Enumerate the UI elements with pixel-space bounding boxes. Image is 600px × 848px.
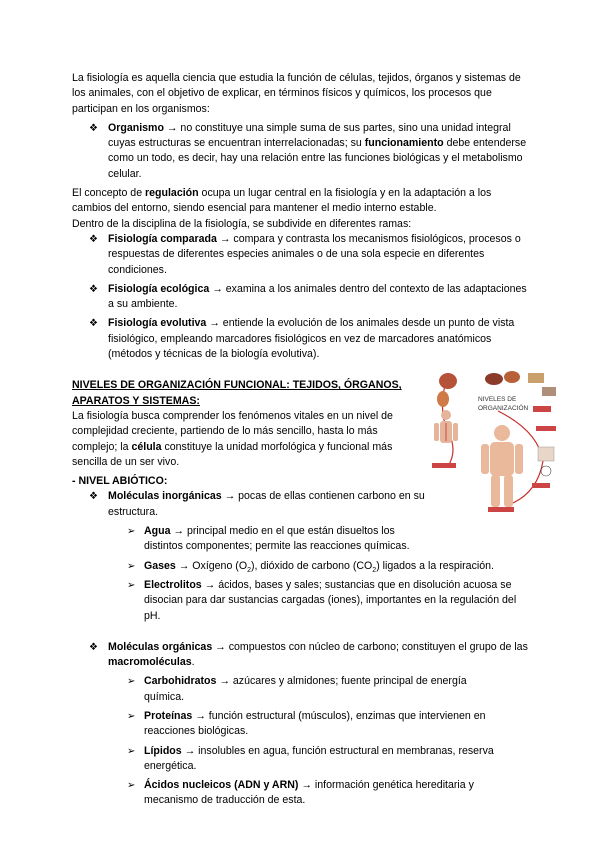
- label-tag: [532, 483, 550, 488]
- section-title: NIVELES DE ORGANIZACIÓN FUNCIONAL: TEJIDOS, ÓRGANOS, APARATOS Y SISTEMAS:: [72, 379, 402, 407]
- lipidos-item: ➢ Lípidos → insolubles en agua, función estructural en membranas, reserva energética.: [127, 744, 494, 772]
- carbohidratos-item: ➢ Carbohidratos → azúcares y almidones; fuente principal de energía química.: [127, 675, 467, 703]
- proteinas-item: ➢ Proteínas → función estructural (músculos), enzimas que intervienen en reacciones biológicas.: [127, 709, 486, 738]
- organismo-bullet: ❖ Organismo → no constituye una simple suma de sus partes, sino una unidad integral cuyas estructuras se encuentran interrelacionadas; su funcionamiento debe entenderse como un todo, es decir, hay una relación entre las funciones biológicas y el metabolismo celular.: [89, 121, 527, 180]
- niveles-organizacion-figure: [428, 371, 560, 513]
- diamond-bullet-icon: ❖: [89, 491, 98, 503]
- label-tag: [533, 406, 551, 412]
- figure-title-line1: NIVELES DE: [478, 396, 517, 403]
- inorganicas-bullet: ❖ Moléculas inorgánicas → pocas de ellas contienen carbono en su estructura.: [89, 490, 425, 518]
- agua-item: ➢ Agua → principal medio en el que están disueltos los distintos componentes; permite las reacciones químicas.: [127, 525, 410, 553]
- organ-heart-image: [504, 371, 520, 383]
- arrow-bullet-icon: ➢: [127, 710, 136, 722]
- arrow-bullet-icon: ➢: [127, 560, 136, 572]
- section-body: La fisiología busca comprender los fenómenos vitales en un nivel de complejidad creciente, partiendo de lo más sencillo, hasta lo más complejo; la célula constituye la unidad morfológica y funcional más sencilla de un ser vivo.: [72, 409, 393, 468]
- human-body-figure: [481, 425, 523, 507]
- arrow-bullet-icon: ➢: [127, 526, 136, 538]
- intro-paragraph: La fisiología es aquella ciencia que estudia la función de células, tejidos, órganos y sistemas de los animales, con el objetivo de explicar, en términos físicos y químicos, los procesos que participan en los organismos:: [72, 72, 521, 115]
- organ-image: [437, 391, 449, 407]
- label-tag: [432, 463, 456, 468]
- diamond-bullet-icon: ❖: [89, 318, 98, 330]
- arrow-bullet-icon: ➢: [127, 676, 136, 688]
- diamond-bullet-icon: ❖: [89, 122, 98, 134]
- electrolitos-item: ➢ Electrolitos → ácidos, bases y sales; sustancias que en disolución acuosa se disocian para dar sustancias cargadas (iones), importantes en la regulación del pH.: [127, 578, 517, 622]
- organ-kidney-image: [439, 373, 457, 389]
- gases-item: ➢ Gases → Oxígeno $(O_2)$, dióxido de carbono $(CO_2)$ ligados a la respiración.: [127, 559, 494, 574]
- arrow-bullet-icon: ➢: [127, 579, 136, 591]
- figure-title-line2: ORGANIZACIÓN: [478, 405, 529, 412]
- ramas-intro: Dentro de la disciplina de la fisiología, se subdivide en diferentes ramas:: [72, 217, 412, 230]
- rama-comparada: ❖ Fisiología comparada → compara y contrasta los mecanismos fisiológicos, procesos o respuestas de diferentes especies animales o de una sola especie en diferentes condiciones.: [89, 232, 521, 276]
- regulacion-paragraph: El concepto de regulación ocupa un lugar central en la fisiología y en la adaptación a los cambios del entorno, siendo esencial para mantener el medio interno estable.: [72, 187, 492, 215]
- tissue-image: [528, 373, 544, 383]
- cell-image: [542, 387, 556, 396]
- diamond-bullet-icon: ❖: [89, 283, 98, 295]
- organ-image: [485, 373, 503, 385]
- rama-ecologica: ❖ Fisiología ecológica → examina a los animales dentro del contexto de las adaptaciones a su ambiente.: [89, 282, 527, 311]
- organicas-bullet: ❖ Moléculas orgánicas → compuestos con núcleo de carbono; constituyen el grupo de las macromoléculas.: [89, 640, 528, 669]
- label-tag: [488, 507, 514, 512]
- nivel-abiotico-heading: - NIVEL ABIÓTICO:: [72, 475, 168, 488]
- label-tag: [536, 426, 556, 431]
- rama-evolutiva: ❖ Fisiología evolutiva → entiende la evolución de los animales desde un punto de vista fisiológico, empleando marcadores fisiológicos en vez de marcadores anatómicos (métodos y técnicas de la biología evolutiva).: [89, 317, 515, 361]
- acidos-nucleicos-item: ➢ Ácidos nucleicos (ADN y ARN) → información genética hereditaria y mecanismo de traducción de esta.: [127, 779, 474, 807]
- diamond-bullet-icon: ❖: [89, 641, 98, 653]
- atom-image: [541, 466, 551, 476]
- molecule-image: [538, 447, 554, 461]
- arrow-bullet-icon: ➢: [127, 745, 136, 757]
- human-body-small: [434, 410, 458, 443]
- diamond-bullet-icon: ❖: [89, 233, 98, 245]
- arrow-bullet-icon: ➢: [127, 780, 136, 792]
